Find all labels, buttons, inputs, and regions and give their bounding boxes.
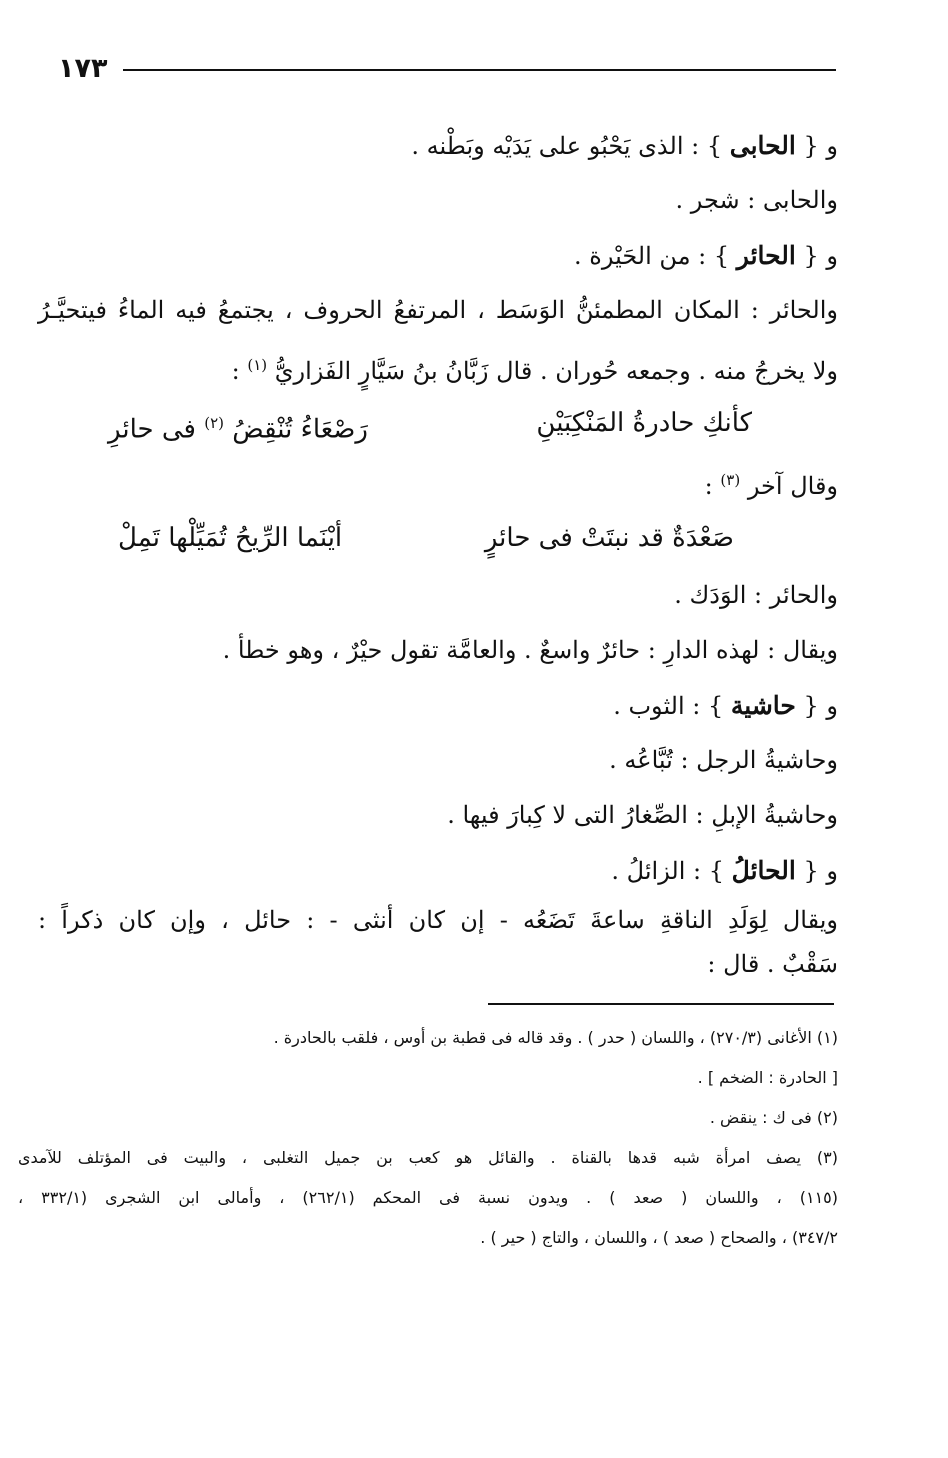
text-line: والحائر : الوَدَك . <box>674 581 838 609</box>
text-line: والحائر : المكان المطمئنُّ الوَسَط ، المرتفعُ الحروف ، يجتمعُ فيه الماءُ فيتحيَّـرُ <box>38 296 838 324</box>
page-header <box>58 48 836 88</box>
page-number: ١٧٣ <box>58 52 108 84</box>
footnote-ref: (٢) <box>204 414 224 432</box>
footnote-line: ٣٤٧/٢) ، والصحاح ( صعد ) ، واللسان ، والتاج ( حير ) . <box>480 1228 838 1247</box>
header-rule <box>123 69 836 71</box>
text-line: ويقال لِوَلَدِ الناقةِ ساعةَ تَضَعُه - إن كان أنثى - : حائل ، وإن كان ذكراً : <box>38 906 838 934</box>
headword: الحابى <box>729 131 796 160</box>
footnote-line: (١) الأغانى (٢٧٠/٣) ، واللسان ( حدر ) . وقد قاله فى قطبة بن أوس ، فلقب بالحادرة . <box>273 1028 838 1047</box>
text-line: و { حاشية } : الثوب . <box>613 691 838 720</box>
text-line: ويقال : لهذه الدارِ : حائرٌ واسعٌ . والعامَّة تقول حيْرٌ ، وهو خطأ . <box>222 636 838 664</box>
footnote-line: (٣) يصف امرأة شبه قدها بالقناة . والقائل هو كعب بن جميل التغلبى ، والبيت فى المؤتلف للآمدى <box>18 1148 838 1167</box>
hemistich-second: أيْنَما الرِّيحُ تُمَيِّلْها تَمِلْ <box>118 523 343 553</box>
hemistich-first: كأنكِ حادرةُ المَنْكِبَيْنِ <box>536 408 752 438</box>
text-line: و { الحائلُ } : الزائلُ . <box>611 856 838 885</box>
verse-line <box>38 393 838 453</box>
headword: الحائلُ <box>731 856 796 885</box>
footnote-ref: (٣) <box>720 471 741 489</box>
text-line: و { الحائر } : من الحَيْرة . <box>574 241 838 270</box>
text-line: وحاشيةُ الرجل : تُبَّاعُه . <box>609 746 838 774</box>
text-line: ولا يخرجُ منه . وجمعه حُوران . قال زَبَّانُ بنُ سَيَّارٍ الفَزاريُّ $^{(١)}$ : <box>231 356 838 385</box>
footnote-rule <box>488 1003 834 1005</box>
main-text <box>38 118 838 986</box>
footnote-ref: (١) <box>247 356 268 374</box>
text-line: وحاشيةُ الإبلِ : الصِّغارُ التى لا كِبارَ فيها . <box>447 801 838 829</box>
hemistich-second: رَصْعَاءُ تُنْقِضُ $^{(٢)}$ فى حائرِ <box>108 414 368 445</box>
hemistich-first: صَعْدَةٌ قد نبتَتْ فى حائرٍ <box>484 523 734 553</box>
verse-line <box>38 508 838 568</box>
footnote-line: (١١٥) ، واللسان ( صعد ) . ويدون نسبة فى المحكم (٢٦٢/١) ، وأمالى ابن الشجرى (٣٣٢/١ ، <box>18 1188 839 1207</box>
text-line: وقال آخر $^{(٣)}$ : <box>704 471 838 500</box>
footnote-line: [ الحادرة : الضخم ] . <box>697 1068 838 1087</box>
footnote-line: (٢) فى ك : ينقض . <box>709 1108 838 1127</box>
footnotes <box>18 1018 838 1258</box>
text-line: و { الحابى } : الذى يَحْبُو على يَدَيْه وبَطْنه . <box>411 131 838 160</box>
headword: حاشية <box>730 691 796 720</box>
text-line: سَقْبٌ . قال : <box>707 950 838 978</box>
text-line: والحابى : شجر . <box>675 186 838 214</box>
headword: الحائر <box>736 241 796 270</box>
